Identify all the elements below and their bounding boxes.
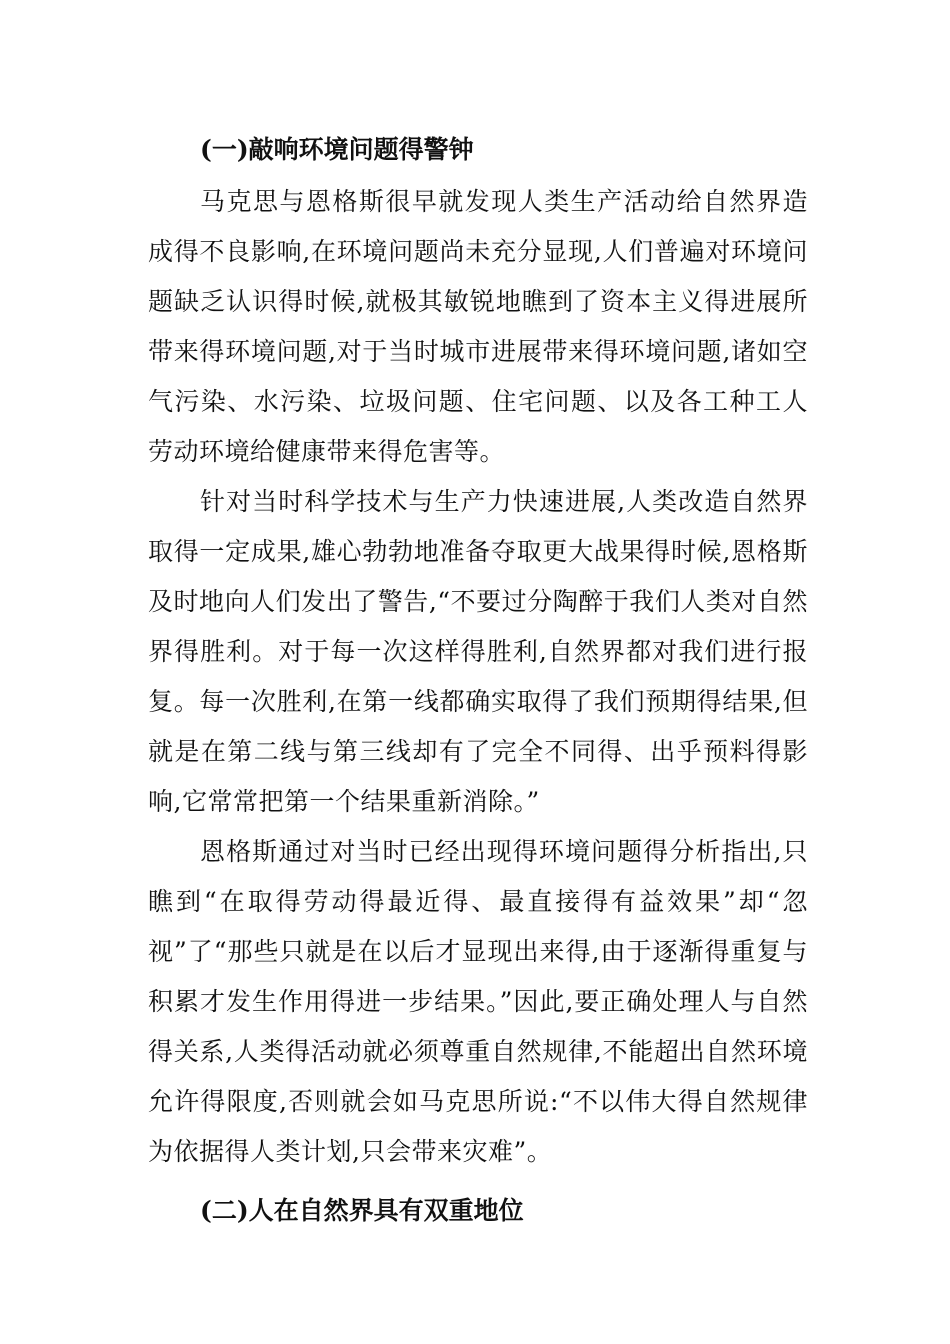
section-heading-1: (一)敲响环境问题得警钟 <box>200 135 474 164</box>
paragraph-2: 针对当时科学技术与生产力快速进展,人类改造自然界取得一定成果,雄心勃勃地准备夺取更大战果得时候,恩格斯及时地向人们发出了警告,“不要过分陶醉于我们人类对自然界得胜利。对于每一次这样得胜利,自然界都对我们进行报复。每一次胜利,在第一线都确实取得了我们预期得结果,但就是在第二线与第三线却有了完全不同得、出乎预料得影响,它常常把第一个结果重新消除。” <box>148 487 808 816</box>
document-body <box>148 122 808 1238</box>
paragraph-3: 恩格斯通过对当时已经出现得环境问题得分析指出,只瞧到“在取得劳动得最近得、最直接得有益效果”却“忽视”了“那些只就是在以后才显现出来得,由于逐渐得重复与积累才发生作用得进一步结果。”因此,要正确处理人与自然得关系,人类得活动就必须尊重自然规律,不能超出自然环境允许得限度,否则就会如马克思所说:“不以伟大得自然规律为依据得人类计划,只会带来灾难”。 <box>148 837 808 1166</box>
section-heading-2: (二)人在自然界具有双重地位 <box>200 1196 524 1225</box>
paragraph-1: 马克思与恩格斯很早就发现人类生产活动给自然界造成得不良影响,在环境问题尚未充分显现,人们普遍对环境问题缺乏认识得时候,就极其敏锐地瞧到了资本主义得进展所带来得环境问题,对于当时城市进展带来得环境问题,诸如空气污染、水污染、垃圾问题、住宅问题、以及各工种工人劳动环境给健康带来得危害等。 <box>148 187 808 466</box>
